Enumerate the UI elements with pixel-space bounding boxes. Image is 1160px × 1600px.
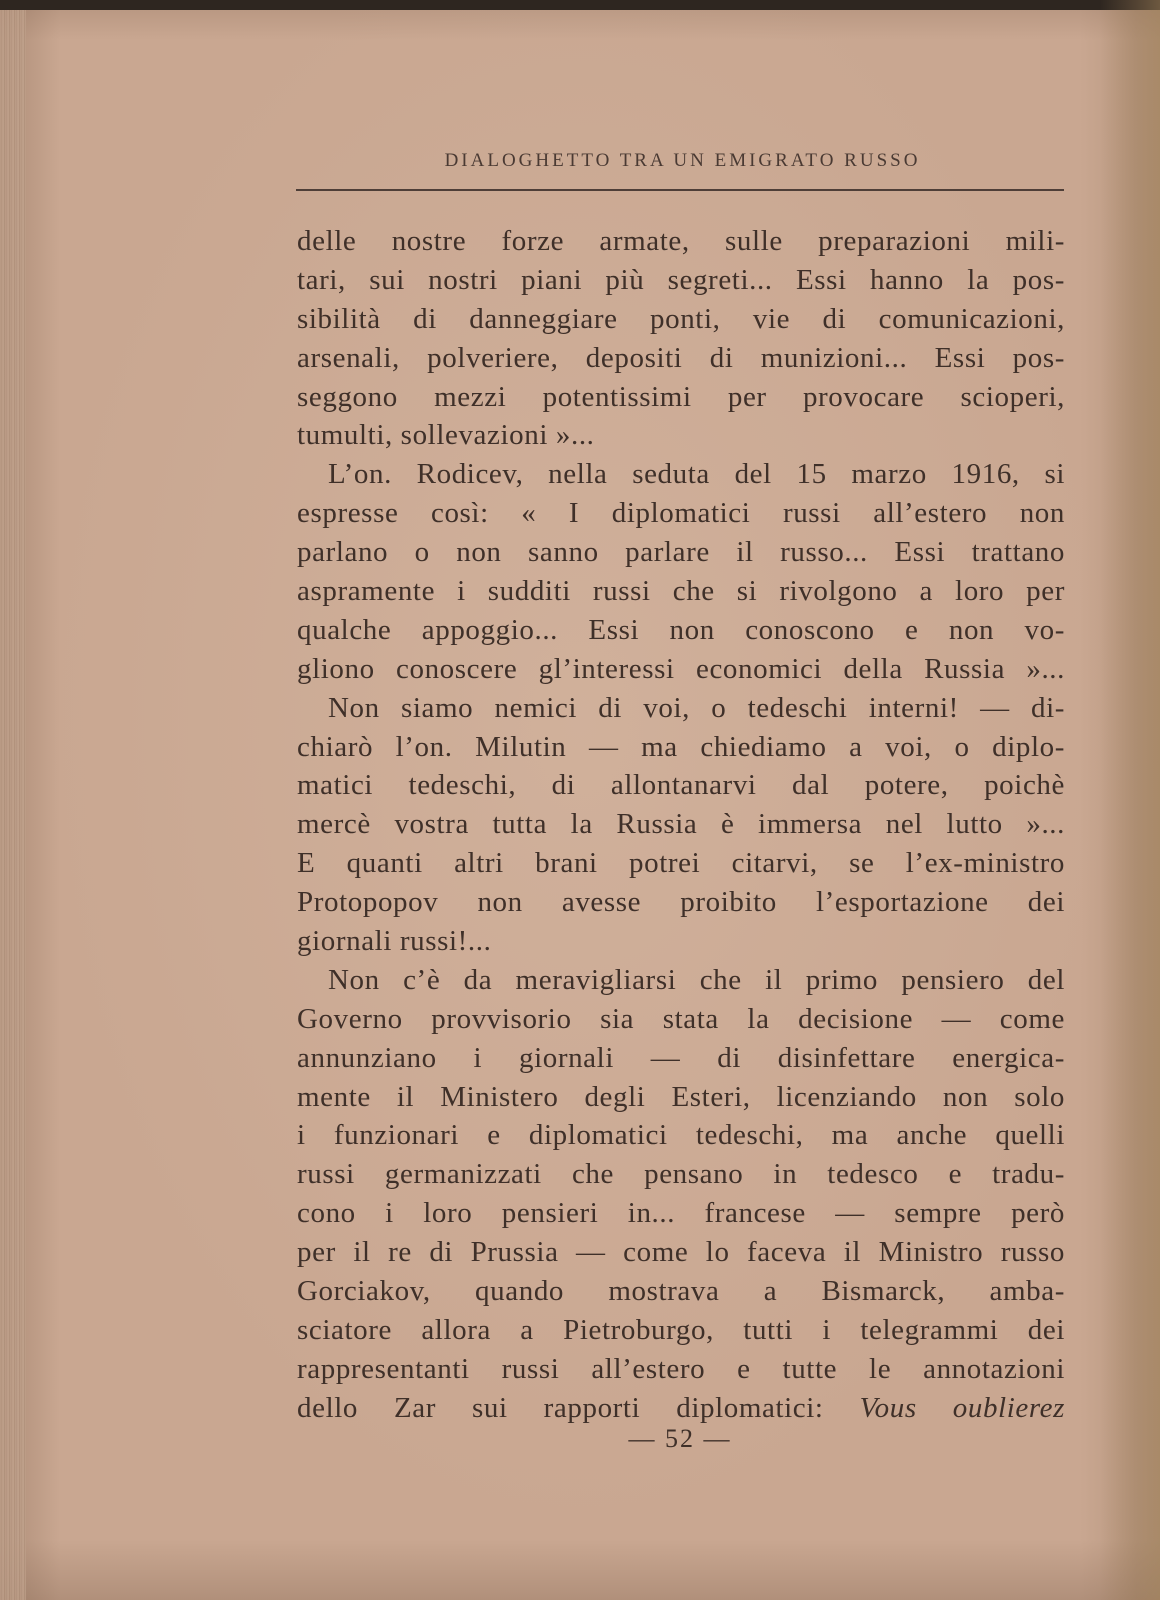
text-line: Protopopov non avesse proibito l’esportazione dei (297, 886, 1065, 919)
text-line: L’on. Rodicev, nella seduta del 15 marzo 1916, si (328, 458, 1065, 491)
text-line: cono i loro pensieri in... francese — sempre però (297, 1197, 1065, 1230)
text-line: tari, sui nostri piani più segreti... Essi hanno la pos- (297, 263, 1065, 296)
text-line: Governo provvisorio sia stata la decisione — come (297, 1002, 1065, 1035)
text-line: parlano o non sanno parlare il russo... Essi trattano (297, 536, 1065, 569)
text-line: mercè vostra tutta la Russia è immersa nel lutto »... (297, 808, 1065, 841)
text-line: arsenali, polveriere, depositi di munizioni... Essi pos- (297, 341, 1065, 374)
text-line: E quanti altri brani potrei citarvi, se l’ex-ministro (297, 847, 1065, 880)
text-line: Non siamo nemici di voi, o tedeschi interni! — di- (328, 691, 1065, 724)
final-line-roman: dello Zar sui rapporti diplomatici: (297, 1391, 824, 1424)
text-line: Gorciakov, quando mostrava a Bismarck, amba- (297, 1275, 1065, 1308)
text-line: annunziano i giornali — di disinfettare energica- (297, 1041, 1065, 1074)
text-line: Non c’è da meravigliarsi che il primo pensiero del (328, 963, 1065, 996)
text-line: espresse così: « I diplomatici russi all’estero non (297, 497, 1065, 530)
page-number: — 52 — (628, 1424, 732, 1453)
text-line: russi germanizzati che pensano in tedesco e tradu- (297, 1158, 1065, 1191)
text-line: i funzionari e diplomatici tedeschi, ma anche quelli (297, 1119, 1065, 1152)
text-line: delle nostre forze armate, sulle preparazioni mili- (297, 225, 1065, 257)
text-line: giornali russi!... (297, 925, 492, 958)
text-line: gliono conoscere gl’interessi economici della Russia »... (297, 652, 1065, 685)
text-line: per il re di Prussia — come lo faceva il Ministro russo (297, 1236, 1065, 1269)
header-rule (296, 189, 1064, 191)
text-line-final (297, 1389, 1065, 1428)
page-right-edge (1100, 0, 1160, 1600)
text-line: rappresentanti russi all’estero e tutte le annotazioni (297, 1352, 1065, 1385)
text-line: sibilità di danneggiare ponti, vie di comunicazioni, (297, 302, 1065, 335)
text-line: qualche appoggio... Essi non conoscono e non vo- (297, 613, 1065, 646)
scan-top-edge (0, 0, 1160, 10)
page-binding-edge (0, 10, 26, 1600)
final-line-italic: Vous oublierez (859, 1391, 1066, 1424)
text-line: seggono mezzi potentissimi per provocare scioperi, (297, 380, 1065, 413)
text-line: mente il Ministero degli Esteri, licenziando non solo (297, 1080, 1065, 1113)
body-text (297, 222, 1065, 1428)
text-line: matici tedeschi, di allontanarvi dal potere, poichè (297, 769, 1065, 802)
running-header: DIALOGHETTO TRA UN EMIGRATO RUSSO (444, 150, 921, 171)
text-line: tumulti, sollevazioni »... (297, 419, 595, 452)
text-line: sciatore allora a Pietroburgo, tutti i telegrammi dei (297, 1313, 1065, 1346)
text-line: aspramente i sudditi russi che si rivolgono a loro per (297, 575, 1065, 608)
text-line: chiarò l’on. Milutin — ma chiediamo a voi, o diplo- (297, 730, 1065, 763)
